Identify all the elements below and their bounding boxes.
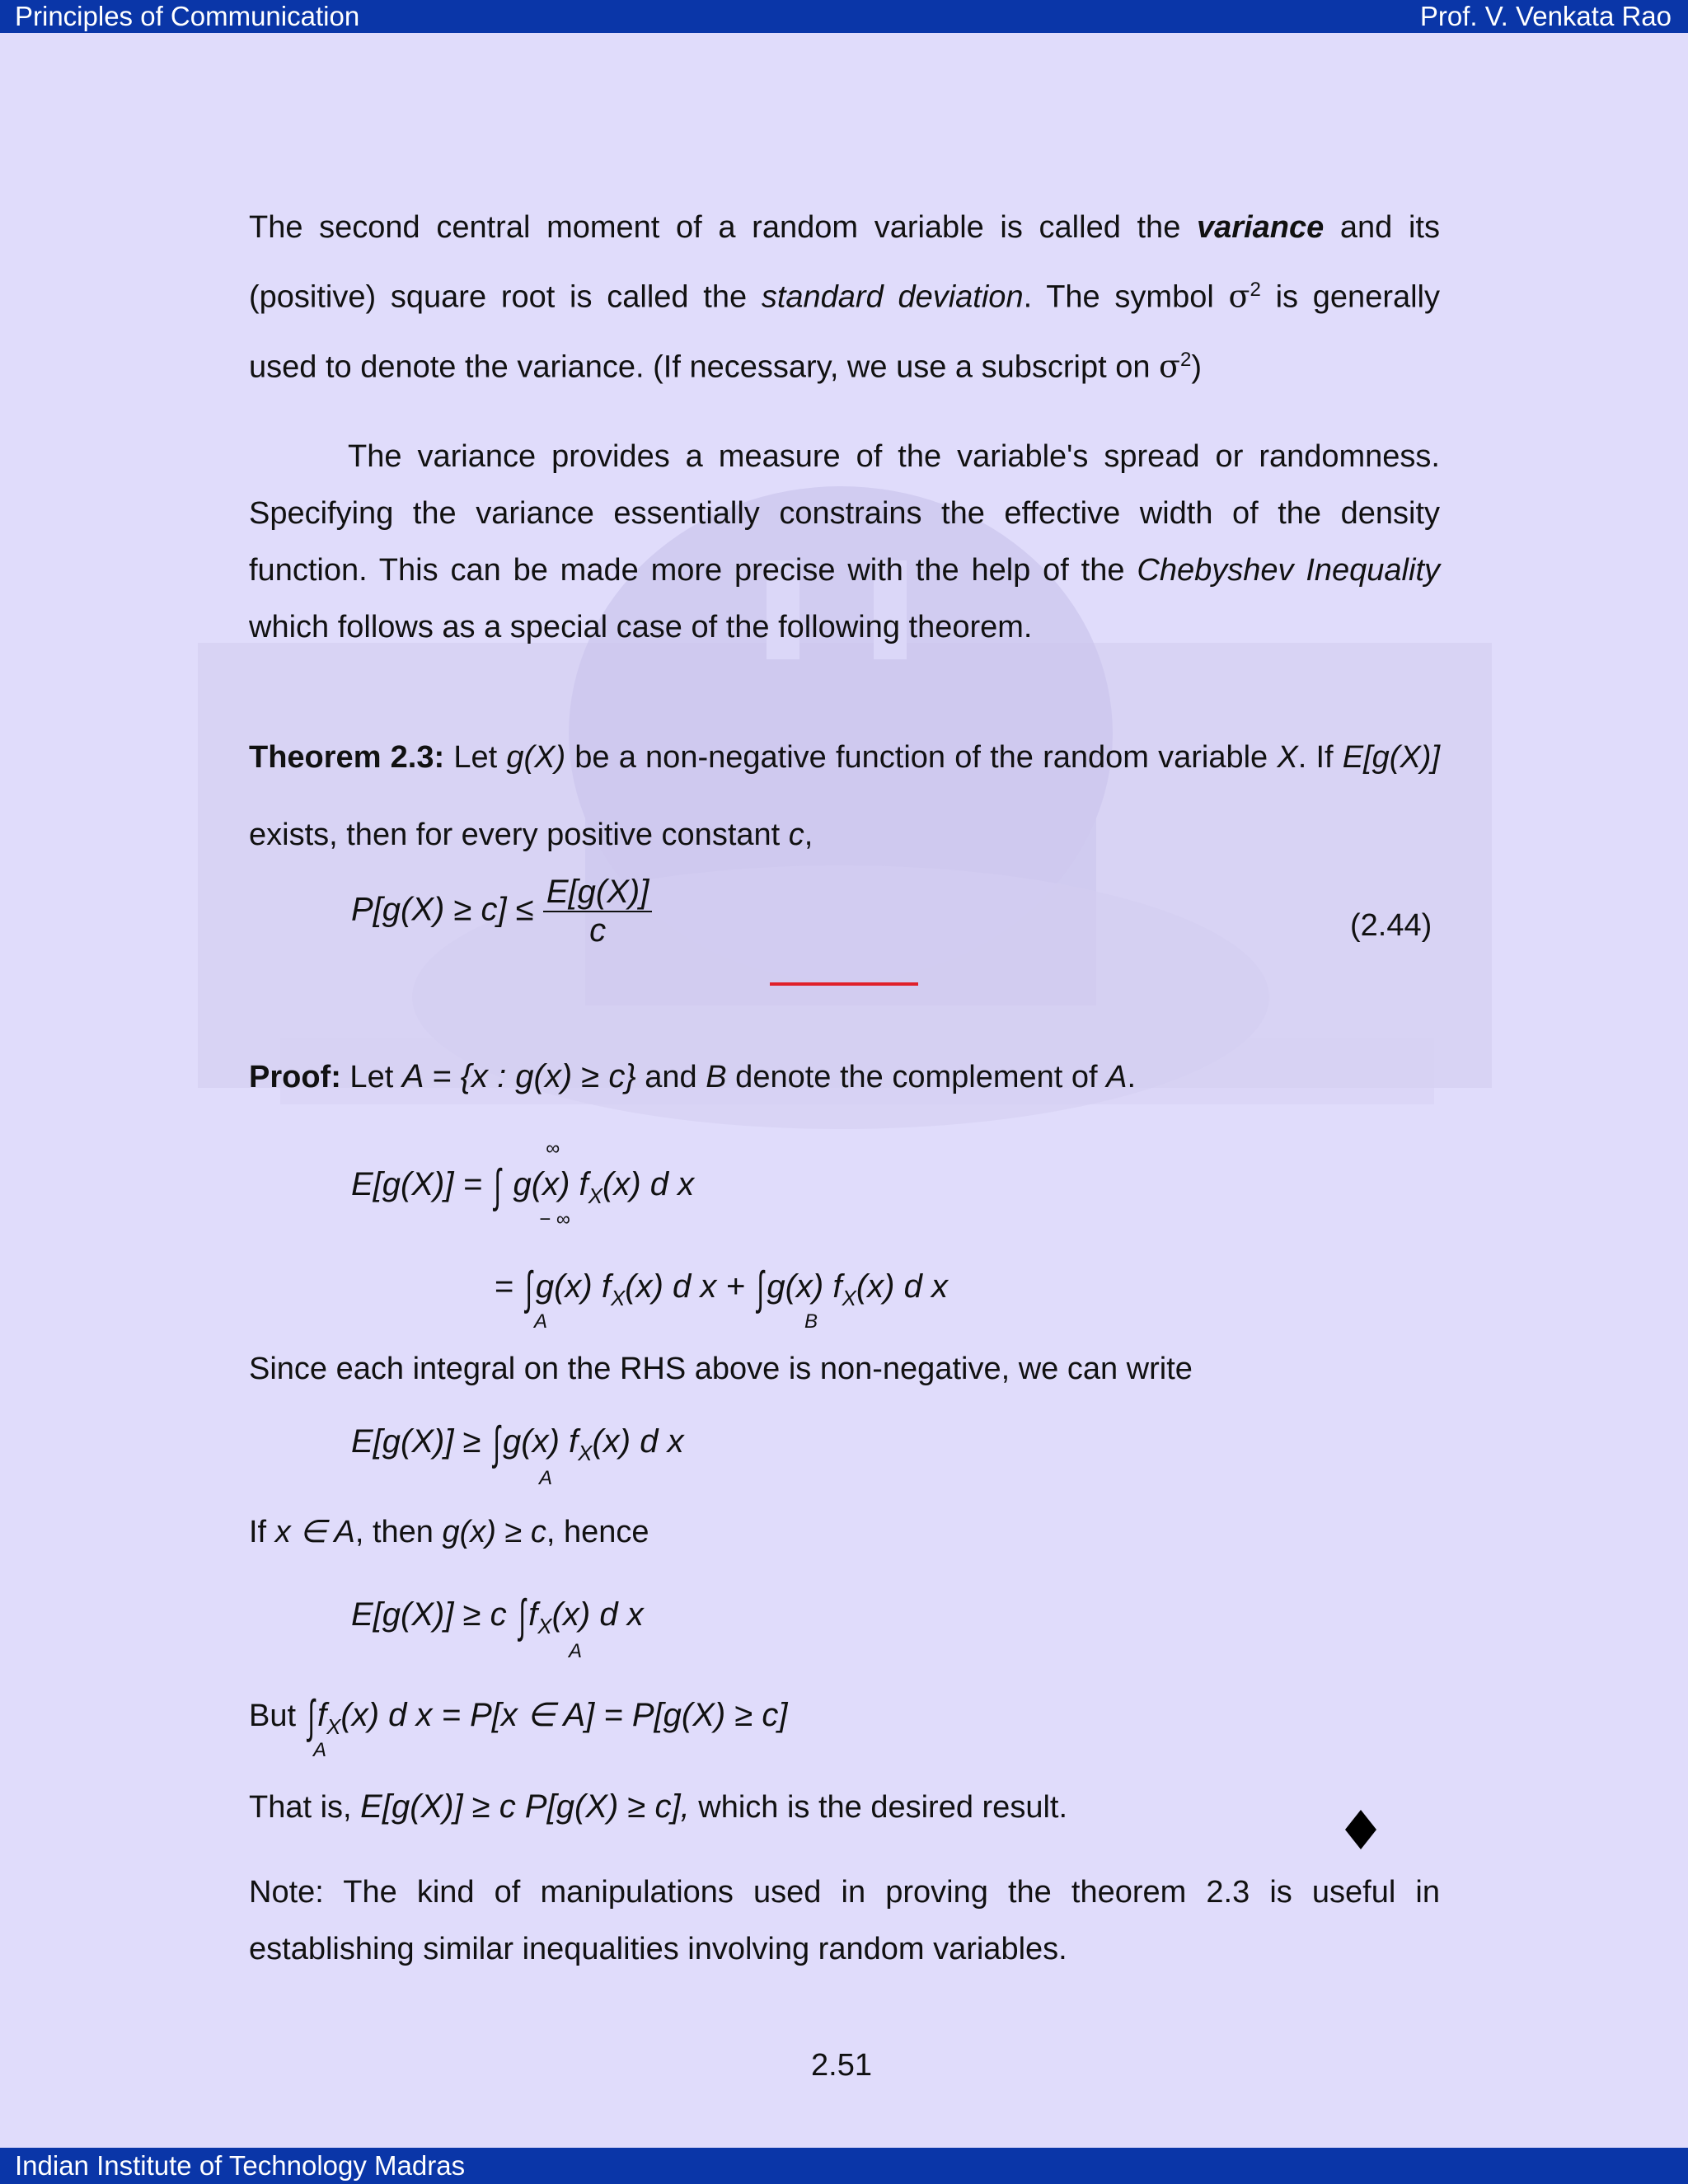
math-B: B bbox=[706, 1060, 727, 1094]
subscript-X: X bbox=[326, 1714, 341, 1739]
fraction-denominator: c bbox=[589, 912, 607, 949]
integral-limit-B: B bbox=[804, 1310, 818, 1333]
integrand: f bbox=[316, 1697, 327, 1733]
fraction-numerator: E[g(X)] bbox=[543, 874, 652, 912]
text: be a non-negative function of the random variable bbox=[565, 740, 1278, 775]
header-bar bbox=[0, 0, 1688, 33]
integrand-tail: (x) d x bbox=[603, 1166, 695, 1202]
subscript-X: X bbox=[610, 1286, 626, 1310]
footer-institution: Indian Institute of Technology Madras bbox=[15, 2150, 466, 2181]
equation-lhs: E[g(X)] ≥ bbox=[351, 1423, 481, 1460]
paragraph-variance-definition bbox=[249, 196, 1440, 398]
subscript-X: X bbox=[578, 1441, 593, 1465]
integral-limit-A: A bbox=[569, 1640, 583, 1662]
integral-limit-A: A bbox=[539, 1467, 553, 1489]
since-sentence: Since each integral on the RHS above is non-negative, we can write bbox=[249, 1352, 1193, 1386]
equation-inequality-2: E[g(X)] ≥ c $\int f_X(x)$ d x bbox=[351, 1590, 644, 1642]
equation-number: (2.44) bbox=[1350, 908, 1432, 943]
math-result: E[g(X)] ≥ c P[g(X) ≥ c], bbox=[360, 1788, 690, 1825]
text: and its (positive) square root is called the bbox=[249, 210, 1440, 315]
text: ) bbox=[1191, 349, 1202, 385]
integrand: g(x) f bbox=[513, 1166, 588, 1202]
math-set-A: A = {x : g(x) ≥ c} bbox=[401, 1058, 636, 1094]
text: Let bbox=[444, 740, 507, 775]
integrand-A: g(x) f bbox=[535, 1268, 611, 1305]
but-line: But $\int f_X(x)$ d x = P[x ∈ A] = P[g(X) ≥ c] bbox=[249, 1690, 788, 1742]
text: which is the desired result. bbox=[689, 1790, 1068, 1825]
term-variance: variance bbox=[1197, 210, 1325, 245]
header-course-title: Principles of Communication bbox=[15, 1, 360, 31]
integrand-B: g(x) f bbox=[767, 1268, 842, 1305]
integrand-B-tail: (x) d x bbox=[856, 1268, 948, 1305]
text: is generally used to denote the variance. (If necessary, we use a subscript on bbox=[249, 279, 1440, 385]
integral-upper-limit: ∞ bbox=[546, 1137, 560, 1160]
fraction bbox=[543, 874, 652, 949]
sigma-symbol: σ bbox=[1159, 348, 1180, 385]
integrand-tail: (x) d x bbox=[551, 1596, 644, 1633]
math-A: A bbox=[1106, 1060, 1128, 1094]
page-number: 2.51 bbox=[811, 2048, 872, 2083]
integrand: g(x) f bbox=[503, 1423, 579, 1460]
text: The variance provides a measure of the variable's spread or randomness. Specifying the variance essentially constrains the effective width of the density function. This can be made more precise with the help of the bbox=[249, 439, 1440, 588]
term-standard-deviation: standard deviation bbox=[761, 279, 1024, 315]
equation-split-integral: = ∫g(x) $f_X(x)$ d x + ∫g(x) $f_X(x)$ d x bbox=[495, 1262, 948, 1314]
text: If bbox=[249, 1515, 275, 1549]
term-chebyshev-inequality: Chebyshev Inequality bbox=[1137, 553, 1441, 588]
if-line bbox=[249, 1513, 649, 1550]
proof-intro bbox=[249, 1058, 1136, 1095]
theorem-2-3 bbox=[249, 719, 1440, 874]
math-gx-ge-c: g(x) ≥ c bbox=[442, 1515, 546, 1549]
math-probability-identity: (x) d x = P[x ∈ A] = P[g(X) ≥ c] bbox=[340, 1697, 788, 1733]
text: which follows as a special case of the following theorem. bbox=[249, 610, 1033, 644]
equation-lhs: E[g(X)] = bbox=[351, 1166, 482, 1202]
text: and bbox=[635, 1060, 706, 1094]
text: denote the complement of bbox=[726, 1060, 1107, 1094]
equation-expectation-integral bbox=[351, 1159, 694, 1212]
text: . If bbox=[1297, 740, 1343, 775]
equation-lhs: E[g(X)] ≥ c bbox=[351, 1596, 507, 1633]
equation-inequality-1: E[g(X)] ≥ ∫g(x) $f_X(x)$ d x bbox=[351, 1417, 684, 1469]
text: That is, bbox=[249, 1790, 361, 1825]
text: Let bbox=[340, 1060, 402, 1094]
superscript: 2 bbox=[1250, 279, 1261, 301]
subscript-X: X bbox=[537, 1614, 552, 1638]
red-underline-mark bbox=[770, 982, 918, 986]
text: exists, then for every positive constant bbox=[249, 818, 789, 852]
math-c: c bbox=[788, 818, 804, 852]
integral-limit-A: A bbox=[534, 1310, 548, 1333]
integral-sign: ∫ bbox=[494, 1160, 501, 1212]
integrand: f bbox=[528, 1596, 538, 1633]
equation-2-44 bbox=[351, 874, 652, 949]
integral-lower-limit: − ∞ bbox=[539, 1208, 570, 1230]
math-X: X bbox=[1277, 740, 1298, 775]
integral-limit-A: A bbox=[313, 1739, 327, 1761]
theorem-label: Theorem 2.3: bbox=[249, 740, 445, 775]
that-is-line bbox=[249, 1788, 1067, 1825]
footer-bar bbox=[0, 2148, 1688, 2184]
text: But bbox=[249, 1699, 305, 1733]
text: , hence bbox=[546, 1515, 649, 1549]
integrand-tail: (x) d x bbox=[592, 1423, 684, 1460]
superscript: 2 bbox=[1179, 348, 1192, 371]
math-x-in-A: x ∈ A bbox=[274, 1515, 355, 1549]
math-EgX: E[g(X)] bbox=[1342, 740, 1440, 775]
equals-sign: = bbox=[495, 1268, 514, 1305]
text: , then bbox=[354, 1515, 443, 1549]
sigma-symbol: σ bbox=[1228, 278, 1250, 315]
text: , bbox=[804, 818, 814, 852]
end-of-proof-diamond-icon bbox=[1345, 1810, 1376, 1849]
subscript-X: X bbox=[842, 1286, 856, 1310]
proof-label: Proof: bbox=[249, 1060, 341, 1094]
subscript-X: X bbox=[588, 1183, 603, 1208]
header-author: Prof. V. Venkata Rao bbox=[1419, 1, 1672, 31]
math-gX: g(X) bbox=[506, 740, 566, 775]
text: . bbox=[1127, 1060, 1137, 1094]
text: The second central moment of a random variable is called the bbox=[249, 210, 1197, 245]
text: . The symbol bbox=[1023, 279, 1229, 315]
equation-lhs: P[g(X) ≥ c] ≤ bbox=[351, 891, 534, 928]
note-paragraph: Note: The kind of manipulations used in proving the theorem 2.3 is useful in establishing similar inequalities involving random variables. bbox=[249, 1875, 1440, 1966]
paragraph-variance-spread bbox=[249, 429, 1440, 656]
integrand-A-tail: (x) d x + bbox=[625, 1268, 745, 1305]
